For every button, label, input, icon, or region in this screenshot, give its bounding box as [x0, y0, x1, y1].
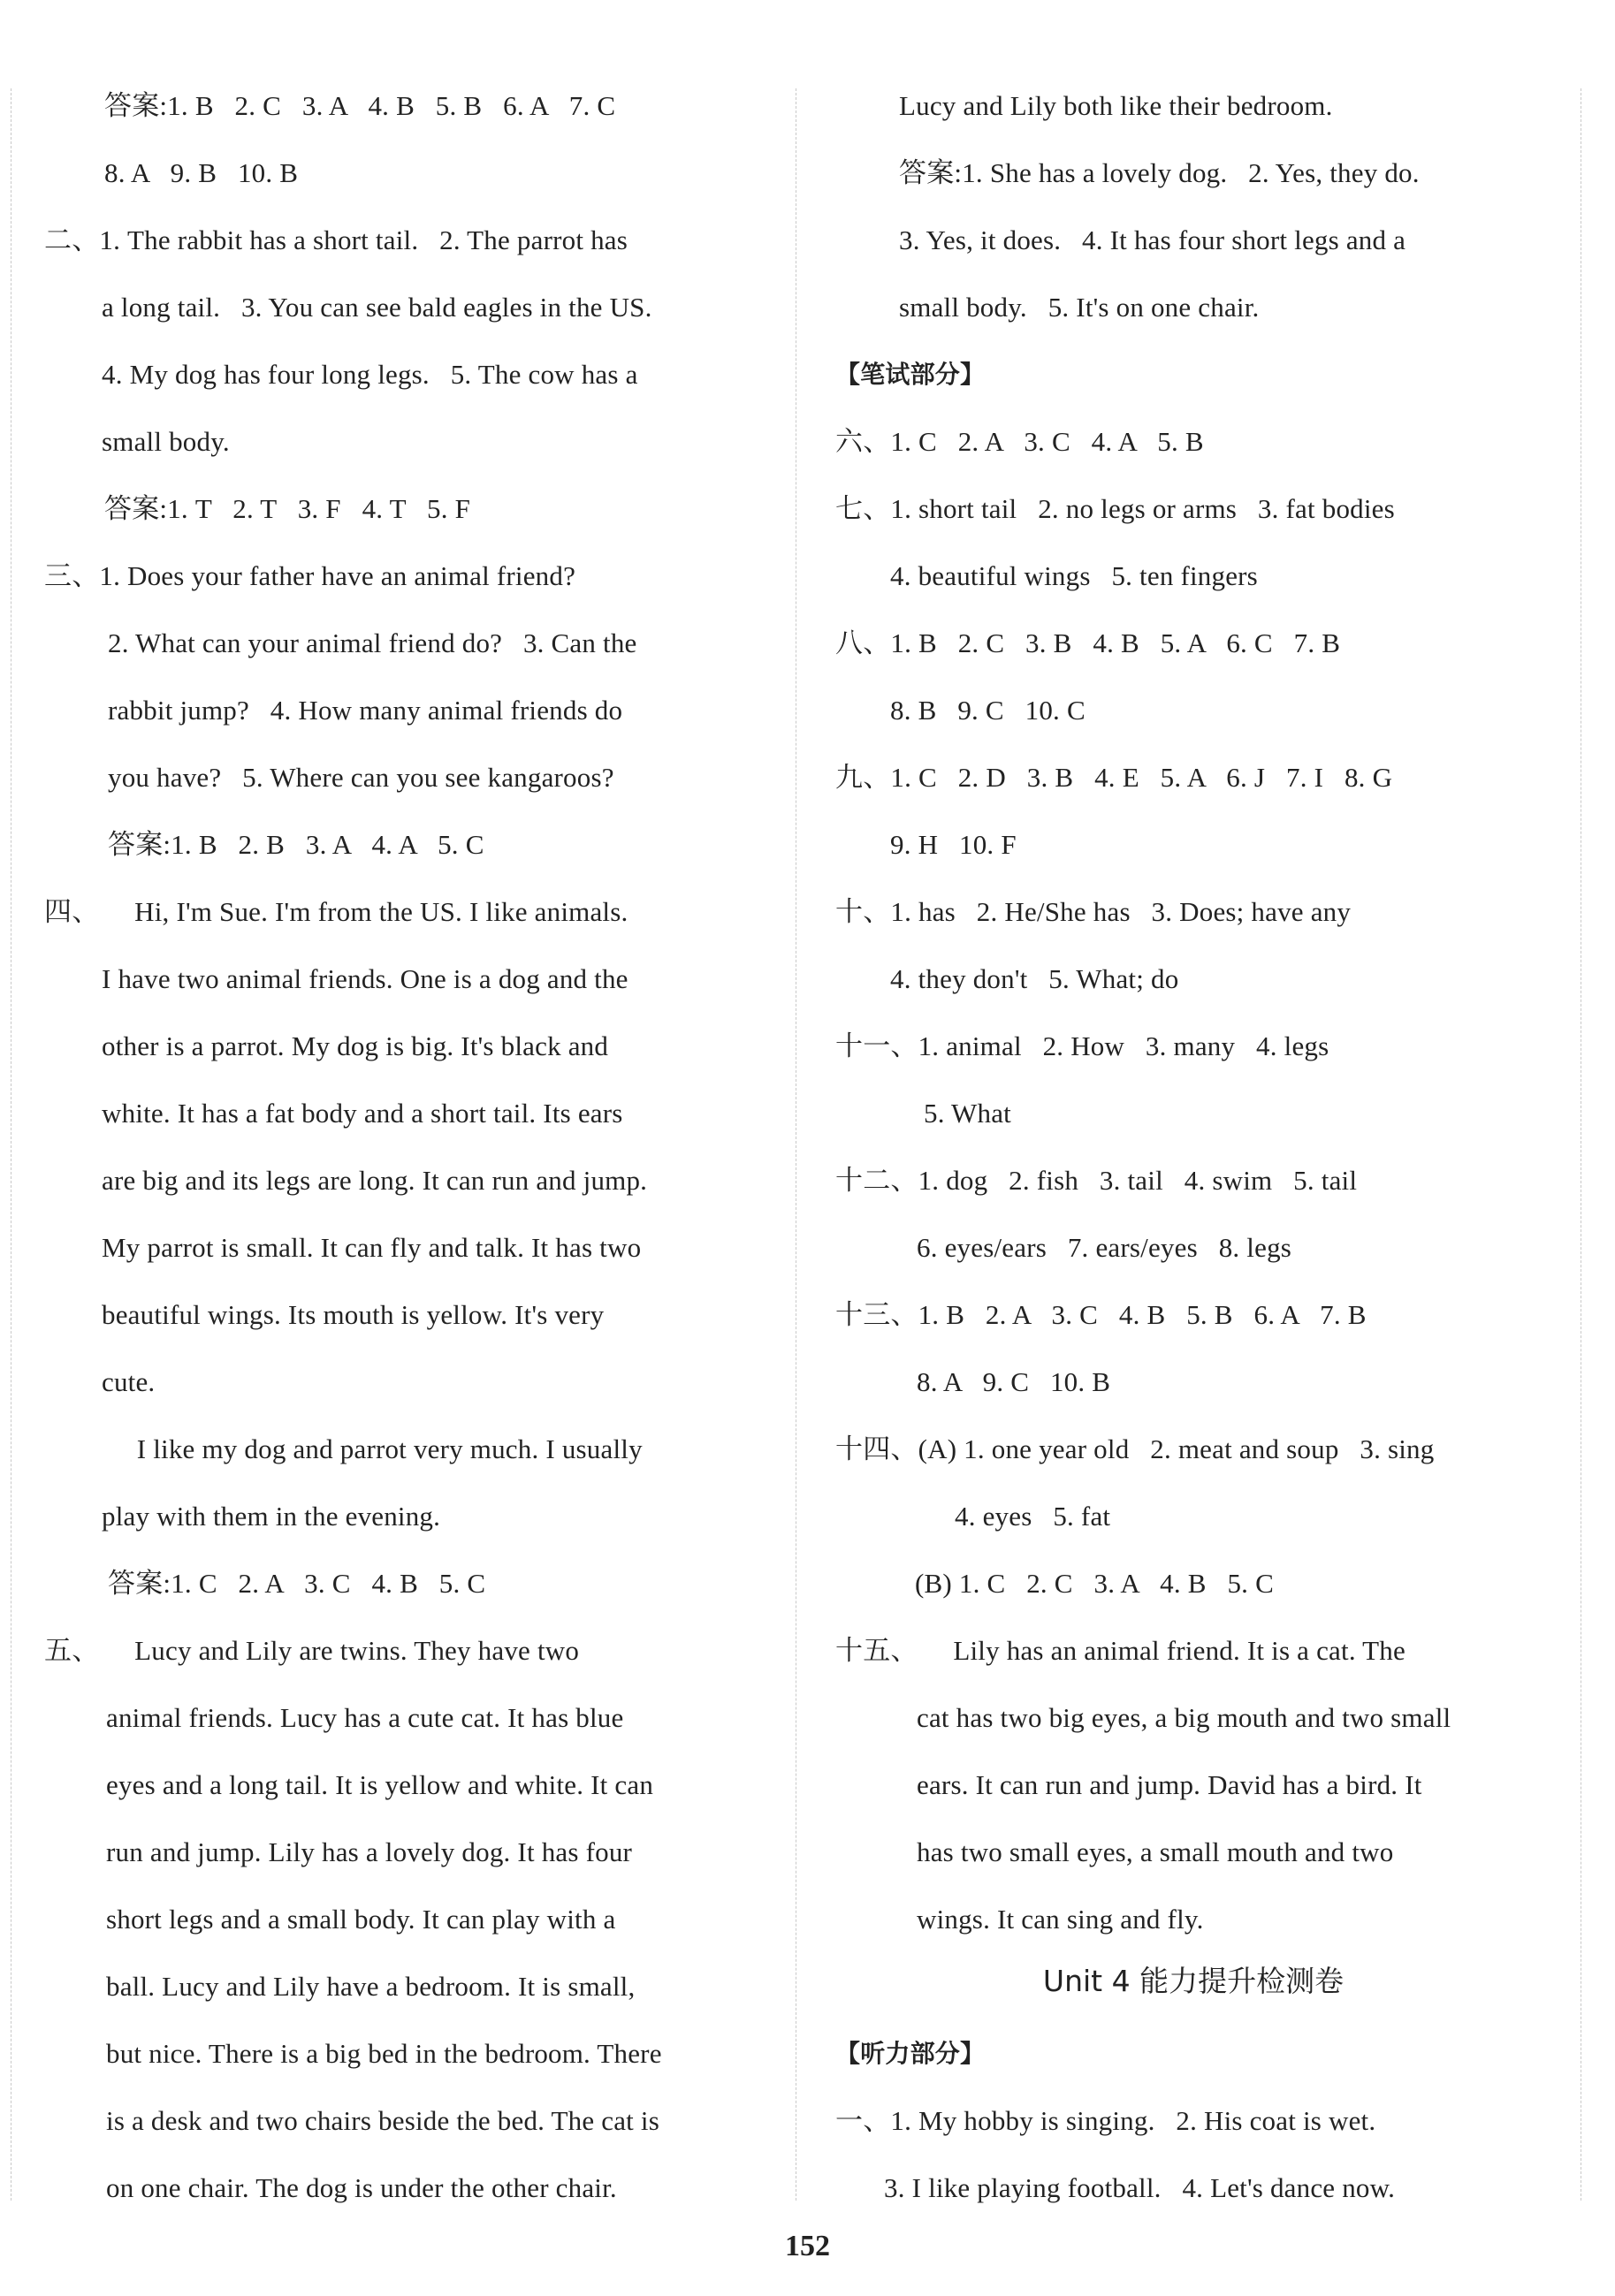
passage-line: My parrot is small. It can fly and talk. It has two [102, 1232, 642, 1263]
answer-line: 十一、1. animal 2. How 3. many 4. legs [835, 1030, 1329, 1061]
answer-line: 8. A 9. C 10. B [917, 1366, 1111, 1397]
answer-line: 3. Yes, it does. 4. It has four short legs and a [899, 224, 1406, 255]
answer-line: 八、1. B 2. C 3. B 4. B 5. A 6. C 7. B [835, 627, 1341, 658]
answer-line: 8. B 9. C 10. C [890, 695, 1086, 726]
passage-line: 四、 Hi, I'm Sue. I'm from the US. I like animals. [44, 896, 628, 927]
passage-line: Lucy and Lily both like their bedroom. [899, 90, 1333, 121]
answer-line: small body. 5. It's on one chair. [899, 292, 1260, 323]
passage-line: wings. It can sing and fly. [917, 1904, 1204, 1935]
passage-line: beautiful wings. Its mouth is yellow. It's very [102, 1299, 605, 1330]
passage-line: other is a parrot. My dog is big. It's black and [102, 1030, 609, 1061]
question-line: 3. I like playing football. 4. Let's dance now. [884, 2172, 1396, 2203]
passage-line: white. It has a fat body and a short tail. Its ears [102, 1098, 623, 1129]
question-line: 二、1. The rabbit has a short tail. 2. The parrot has [44, 224, 628, 255]
section-heading-written: 【笔试部分】 [835, 360, 986, 389]
passage-line: cute. [102, 1366, 156, 1397]
passage-line: 五、 Lucy and Lily are twins. They have two [44, 1635, 580, 1666]
answer-line: (B) 1. C 2. C 3. A 4. B 5. C [915, 1568, 1274, 1599]
answer-line: 9. H 10. F [890, 829, 1017, 860]
answer-line: 6. eyes/ears 7. ears/eyes 8. legs [917, 1232, 1292, 1263]
passage-line: I have two animal friends. One is a dog and the [102, 963, 628, 994]
answer-line: 4. beautiful wings 5. ten fingers [890, 560, 1258, 591]
passage-line: eyes and a long tail. It is yellow and white. It can [106, 1769, 654, 1800]
answer-line: 答案:1. B 2. C 3. A 4. B 5. B 6. A 7. C [104, 90, 616, 121]
answer-line: 九、1. C 2. D 3. B 4. E 5. A 6. J 7. I 8. G [835, 762, 1393, 793]
question-line: 4. My dog has four long legs. 5. The cow has a [102, 359, 638, 390]
answer-line: 答案:1. T 2. T 3. F 4. T 5. F [104, 493, 471, 524]
section-heading-listening: 【听力部分】 [835, 2039, 986, 2068]
passage-line: but nice. There is a big bed in the bedroom. There [106, 2038, 662, 2069]
answer-line: 8. A 9. B 10. B [104, 157, 299, 188]
answer-line: 七、1. short tail 2. no legs or arms 3. fat bodies [835, 493, 1395, 524]
question-line: 三、1. Does your father have an animal friend? [44, 560, 576, 591]
answer-line: 5. What [924, 1098, 1011, 1129]
passage-line: are big and its legs are long. It can run and jump. [102, 1165, 648, 1196]
answer-line: 答案:1. B 2. B 3. A 4. A 5. C [108, 829, 484, 860]
passage-line: animal friends. Lucy has a cute cat. It has blue [106, 1702, 624, 1733]
answer-line: 十四、(A) 1. one year old 2. meat and soup 3. sing [835, 1433, 1435, 1464]
passage-line: ears. It can run and jump. David has a bird. It [917, 1769, 1422, 1800]
passage-line: run and jump. Lily has a lovely dog. It has four [106, 1836, 633, 1867]
question-line: a long tail. 3. You can see bald eagles in the US. [102, 292, 652, 323]
answer-line: 十、1. has 2. He/She has 3. Does; have any [835, 896, 1352, 927]
answer-line: 六、1. C 2. A 3. C 4. A 5. B [835, 426, 1204, 457]
question-line: small body. [102, 426, 230, 457]
unit-title: Unit 4 能力提升检测卷 [1042, 1964, 1345, 1998]
answer-line: 答案:1. C 2. A 3. C 4. B 5. C [108, 1568, 486, 1599]
question-line: rabbit jump? 4. How many animal friends do [108, 695, 623, 726]
passage-line: I like my dog and parrot very much. I usually [102, 1433, 643, 1464]
passage-line: on one chair. The dog is under the other chair. [106, 2172, 617, 2203]
answer-line: 十三、1. B 2. A 3. C 4. B 5. B 6. A 7. B [835, 1299, 1367, 1330]
passage-line: 十五、 Lily has an animal friend. It is a cat. The [835, 1635, 1406, 1666]
answer-line: 4. eyes 5. fat [955, 1501, 1111, 1532]
answer-line: 十二、1. dog 2. fish 3. tail 4. swim 5. tail [835, 1165, 1358, 1196]
passage-line: ball. Lucy and Lily have a bedroom. It is small, [106, 1971, 636, 2002]
passage-line: short legs and a small body. It can play with a [106, 1904, 616, 1935]
question-line: 2. What can your animal friend do? 3. Can the [108, 627, 637, 658]
answer-line: 答案:1. She has a lovely dog. 2. Yes, they do. [899, 157, 1420, 188]
passage-line: cat has two big eyes, a big mouth and two small [917, 1702, 1451, 1733]
page-number: 152 [785, 2230, 830, 2262]
question-line: you have? 5. Where can you see kangaroos? [108, 762, 614, 793]
answer-line: 4. they don't 5. What; do [890, 963, 1179, 994]
passage-line: is a desk and two chairs beside the bed. The cat is [106, 2105, 660, 2136]
passage-line: has two small eyes, a small mouth and two [917, 1836, 1394, 1867]
question-line: 一、1. My hobby is singing. 2. His coat is wet. [835, 2105, 1376, 2136]
passage-line: play with them in the evening. [102, 1501, 441, 1532]
